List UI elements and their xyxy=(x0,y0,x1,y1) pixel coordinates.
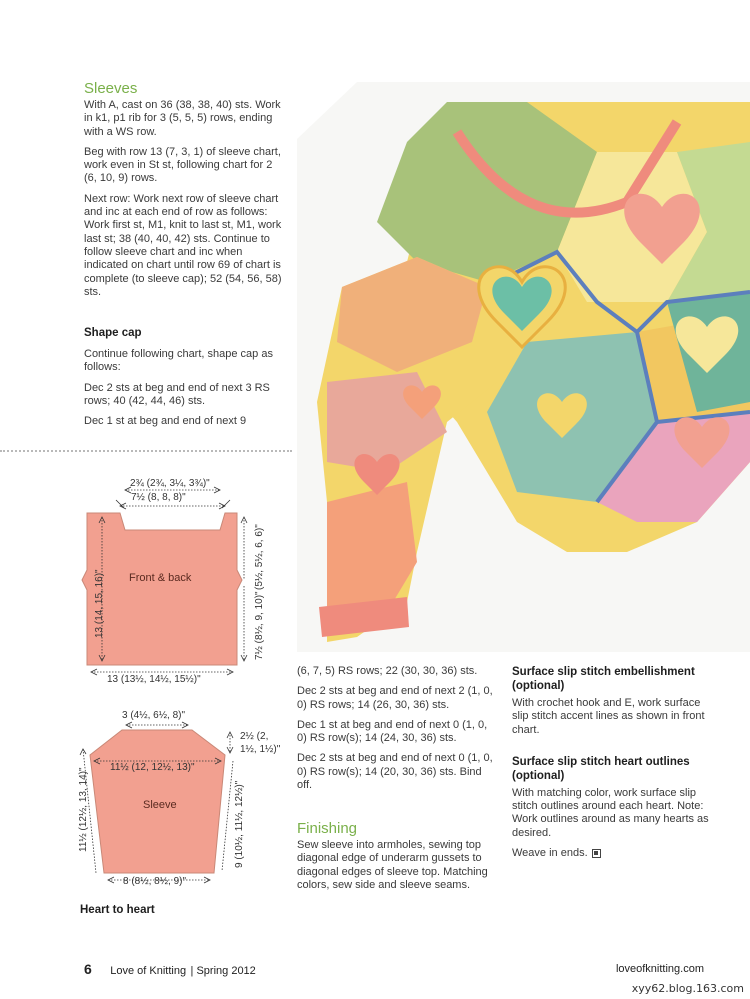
sleeve-cap-height-label-1: 2½ (2, xyxy=(240,731,269,742)
shape-cap-section xyxy=(84,326,284,435)
weave-text xyxy=(512,847,717,860)
magazine-name: Love of Knitting xyxy=(110,965,187,977)
website: loveofknitting.com xyxy=(615,963,704,975)
front-back-label: Front & back xyxy=(129,572,192,584)
sleeve-top-width-label: 3 (4½, 6½, 8)" xyxy=(122,710,186,721)
sleeve-label: Sleeve xyxy=(143,799,177,811)
middle-paragraph: Dec 2 sts at beg and end of next 2 (1, 0, 0) RS rows; 14 (26, 30, 36) sts. xyxy=(297,685,493,711)
heart-to-heart-caption: Heart to heart xyxy=(80,904,155,916)
front-top-inner-label: 7½ (8, 8, 8)" xyxy=(131,492,186,503)
middle-paragraph: Dec 1 st at beg and end of next 0 (1, 0, 0) RS row(s); 14 (24, 30, 36) sts. xyxy=(297,718,488,745)
front-right-bottom-label: 7½ (8½, 9, 10)" xyxy=(254,591,265,660)
embellishment-text: With crochet hook and E, work surface slip stitch accent lines as shown in front chart. xyxy=(512,697,705,736)
footer xyxy=(84,961,714,981)
front-back-shape xyxy=(82,513,242,665)
right-column xyxy=(512,665,717,867)
sleeves-paragraph: Next row: Work next row of sleeve chart and inc at each end of row as follows: Work first st, M1, knit to last st, M1, work last st; 38 (40, 40, 42) sts. Continue to follow sleeve chart and inc when indicated on chart until row 69 of chart is complete (to sleeve cap); 52 (54, 56, 58) sts. xyxy=(84,192,282,298)
middle-paragraph: Dec 2 sts at beg and end of next 0 (1, 0, 0) RS row(s); 14 (20, 30, 36) sts. Bind off. xyxy=(297,752,493,792)
sleeve-cap-height-label-2: 1½, 1½)" xyxy=(240,744,281,755)
front-bottom-width-label: 13 (13½, 14½, 15½)" xyxy=(107,674,201,685)
footer-separator: | xyxy=(190,965,197,977)
dotted-divider xyxy=(0,450,292,452)
sleeve-left-length-label: 11½ (12½, 13, 14)" xyxy=(78,767,89,852)
sleeves-section xyxy=(84,80,284,306)
shape-cap-paragraph: Continue following chart, shape cap as follows: xyxy=(84,348,273,374)
sleeves-paragraph: Beg with row 13 (7, 3, 1) of sleeve chart, work even in St st, following chart for 2 (6, 10, 9) rows. xyxy=(84,145,281,185)
middle-column xyxy=(297,665,495,799)
outline-heading: Surface slip stitch heart outlines (optional) xyxy=(512,755,690,782)
sweater-image xyxy=(297,82,750,652)
front-right-top-label: (5½, 5½, 6, 6)" xyxy=(254,524,265,590)
sleeve-bottom-width-label: 8 (8½, 8½, 9)" xyxy=(123,876,187,887)
weave-label: Weave in ends. xyxy=(512,847,588,860)
sleeve-right-length-label: 9 (10½, 11½, 12½)" xyxy=(234,780,245,868)
sweater-photo xyxy=(297,82,750,652)
page-number: 6 xyxy=(84,961,92,977)
front-left-height-label: 13 (14, 15, 16)" xyxy=(94,569,105,638)
front-top-outer-label: 2¾ (2¾, 3¼, 3¾)" xyxy=(130,478,210,489)
finishing-text: Sew sleeve into armholes, sewing top diagonal edge of underarm gussets to diagonal edges of sleeve top. Matching colors, sew side and sleeve seams. xyxy=(297,839,488,891)
end-mark-icon xyxy=(592,849,601,858)
middle-paragraph: (6, 7, 5) RS rows; 22 (30, 30, 36) sts. xyxy=(297,665,478,677)
sleeve-cap-width-label: 11½ (12, 12½, 13)" xyxy=(110,762,195,773)
issue-date: Spring 2012 xyxy=(196,965,256,977)
sleeves-heading: Sleeves xyxy=(84,80,138,97)
outline-text: With matching color, work surface slip stitch outlines around each heart. Note: Work outlines around as many hearts as desired. xyxy=(512,786,709,839)
embellishment-heading: Surface slip stitch embellishment (optional) xyxy=(512,666,695,692)
shape-cap-paragraph: Dec 2 sts at beg and end of next 3 RS rows; 40 (42, 44, 46) sts. xyxy=(84,381,270,407)
shape-cap-paragraph: Dec 1 st at beg and end of next 9 xyxy=(84,415,247,428)
shape-cap-heading: Shape cap xyxy=(84,327,142,339)
watermark: xyy62.blog.163.com xyxy=(631,982,744,995)
finishing-heading: Finishing xyxy=(297,820,358,837)
sleeves-paragraph: With A, cast on 36 (38, 38, 40) sts. Work in k1, p1 rib for 3 (5, 5, 5) rows, ending with a WS row. xyxy=(84,99,281,138)
finishing-section xyxy=(297,820,495,899)
